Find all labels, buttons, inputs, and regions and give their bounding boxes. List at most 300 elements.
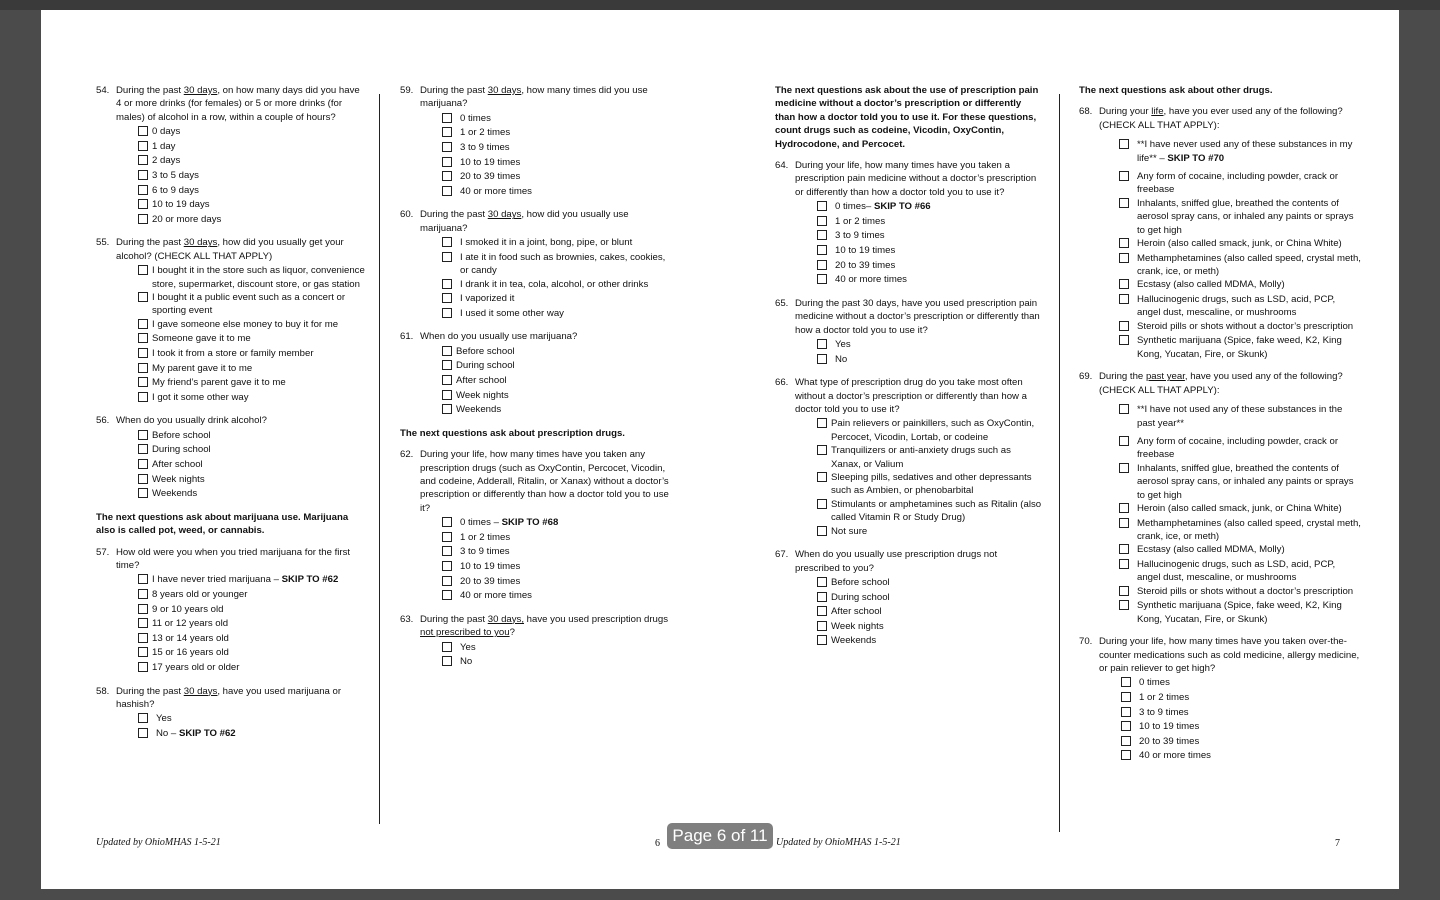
- checkbox[interactable]: [138, 392, 148, 402]
- question-number: 57.: [96, 546, 110, 558]
- answer-option: [817, 273, 1043, 288]
- answer-option: [1119, 435, 1361, 462]
- column-1: [96, 84, 366, 751]
- option-label: 1 or 2 times: [460, 127, 511, 139]
- answer-option: [1119, 543, 1361, 558]
- answer-option: [138, 661, 366, 676]
- checkbox[interactable]: [442, 346, 452, 356]
- answer-option: [817, 229, 1043, 244]
- answer-options: [1119, 435, 1361, 626]
- checkbox[interactable]: [138, 141, 148, 151]
- checkbox[interactable]: [817, 499, 827, 509]
- section-heading-other-drugs: The next questions ask about other drugs.: [1079, 85, 1273, 96]
- question-54: [96, 84, 366, 227]
- question-number: 66.: [775, 377, 789, 389]
- answer-option: [817, 244, 1043, 259]
- answer-option: [1121, 706, 1361, 721]
- checkbox[interactable]: [442, 186, 452, 196]
- answer-option: [138, 332, 366, 347]
- answer-option: [138, 347, 366, 362]
- checkbox[interactable]: [442, 237, 452, 247]
- option-label: 0 times: [460, 112, 491, 124]
- checkbox[interactable]: [138, 618, 148, 628]
- checkbox[interactable]: [1119, 238, 1129, 248]
- question-number: 60.: [400, 209, 414, 221]
- option-label: Heroin (also called smack, junk, or China White): [1137, 502, 1342, 514]
- option-label: Not sure: [831, 525, 868, 537]
- question-text: During your life, how many times have you taken a prescription pain medicine without a doctor’s prescription or differently than how a doctor told you to use it?: [795, 160, 1037, 198]
- checkbox[interactable]: [817, 354, 827, 364]
- question-number: 61.: [400, 331, 414, 343]
- answer-option: [817, 576, 1043, 591]
- question-text: have you used prescription drugs: [524, 613, 669, 625]
- answer-options: [138, 125, 366, 227]
- checkbox[interactable]: [442, 390, 452, 400]
- option-label: I ate it in food such as brownies, cakes, cookies, or candy: [460, 251, 666, 277]
- answer-option: [442, 292, 670, 307]
- checkbox[interactable]: [138, 430, 148, 440]
- checkbox[interactable]: [138, 488, 148, 498]
- answer-option: [1121, 691, 1361, 706]
- option-label: 10 to 19 times: [460, 156, 521, 168]
- checkbox[interactable]: [1121, 721, 1131, 731]
- question-65: [775, 297, 1043, 367]
- question-68: [1079, 105, 1361, 361]
- answer-option: [138, 617, 366, 632]
- checkbox[interactable]: [138, 713, 148, 723]
- option-label: 40 or more times: [460, 590, 532, 602]
- skip-instruction: SKIP TO #66: [873, 201, 931, 213]
- answer-options: [442, 112, 670, 200]
- answer-option: [1119, 502, 1361, 517]
- checkbox[interactable]: [1119, 404, 1129, 414]
- checkbox[interactable]: [138, 126, 148, 136]
- checkbox[interactable]: [1119, 544, 1129, 554]
- checkbox[interactable]: [138, 574, 148, 584]
- question-number: 64.: [775, 160, 789, 172]
- option-label: Weekends: [831, 635, 877, 647]
- option-label: I got it some other way: [152, 391, 249, 403]
- answer-option: [1119, 320, 1361, 335]
- checkbox[interactable]: [1121, 736, 1131, 746]
- checkbox[interactable]: [138, 474, 148, 484]
- checkbox[interactable]: [1119, 171, 1129, 181]
- answer-option: [817, 498, 1043, 525]
- option-label: 15 or 16 years old: [152, 647, 229, 659]
- column-4: [1079, 84, 1361, 773]
- checkbox[interactable]: [138, 292, 148, 302]
- checkbox[interactable]: [1119, 335, 1129, 345]
- answer-option: [1119, 252, 1361, 279]
- option-label: 0 times –: [460, 517, 502, 529]
- checkbox[interactable]: [1119, 321, 1129, 331]
- question-text: During the past: [116, 85, 184, 96]
- option-label: Tranquilizers or anti-anxiety drugs such as Xanax, or Valium: [831, 445, 1011, 470]
- option-label: Synthetic marijuana (Spice, fake weed, K2, King Kong, Yucatan, Fire, or Skunk): [1137, 600, 1342, 625]
- answer-options: [138, 264, 366, 405]
- answer-option: [442, 112, 670, 127]
- checkbox[interactable]: [442, 590, 452, 600]
- checkbox[interactable]: [138, 348, 148, 358]
- answer-option: [1119, 599, 1361, 626]
- answer-option-no: [138, 727, 366, 742]
- checkbox[interactable]: [817, 526, 827, 536]
- checkbox[interactable]: [1119, 253, 1129, 263]
- option-label: 20 or more days: [152, 213, 222, 225]
- question-69: [1079, 370, 1361, 626]
- option-label: 1 or 2 times: [835, 215, 886, 227]
- checkbox[interactable]: [442, 279, 452, 289]
- question-text: , how did you usually use marijuana?: [420, 209, 629, 234]
- section-heading-pain-medicine: The next questions ask about the use of prescription pain medicine without a doctor’s prescription or differently than how a doctor told you to use it. For these questions, count drugs such as codeine, Vicodin, OxyContin, Hydrocodone, and Percocet.: [775, 85, 1039, 150]
- answer-option: [138, 169, 366, 184]
- checkbox[interactable]: [817, 592, 827, 602]
- answer-option: [442, 403, 670, 418]
- option-label: 40 or more times: [835, 274, 907, 286]
- option-label: 0 days: [152, 126, 181, 138]
- checkbox[interactable]: [442, 532, 452, 542]
- checkbox[interactable]: [817, 606, 827, 616]
- checkbox[interactable]: [817, 230, 827, 240]
- answer-option: [1121, 720, 1361, 735]
- checkbox[interactable]: [442, 404, 452, 414]
- option-label: Week nights: [831, 620, 884, 632]
- question-text-underlined: not prescribed to you: [420, 627, 510, 639]
- option-label: I took it from a store or family member: [152, 348, 314, 359]
- option-label: No: [460, 656, 473, 668]
- answer-option: [817, 591, 1043, 606]
- checkbox[interactable]: [442, 142, 452, 152]
- question-67: [775, 548, 1043, 649]
- checkbox[interactable]: [442, 171, 452, 181]
- option-label: Hallucinogenic drugs, such as LSD, acid, PCP, angel dust, mescaline, or mushrooms: [1137, 558, 1336, 584]
- option-label: Any form of cocaine, including powder, crack or freebase: [1137, 435, 1339, 461]
- answer-option: [817, 525, 1043, 540]
- option-label: 8 years old or younger: [152, 588, 248, 600]
- answer-option: [138, 125, 366, 140]
- answer-option: [442, 359, 670, 374]
- option-label: Steroid pills or shots without a doctor’s prescription: [1137, 320, 1354, 332]
- column-divider-right: [1059, 94, 1060, 832]
- checkbox[interactable]: [138, 647, 148, 657]
- checkbox[interactable]: [442, 157, 452, 167]
- skip-instruction: SKIP TO #62: [281, 574, 339, 586]
- checkbox[interactable]: [442, 561, 452, 571]
- checkbox[interactable]: [138, 662, 148, 672]
- checkbox[interactable]: [138, 155, 148, 165]
- option-label: 20 to 39 times: [460, 575, 521, 587]
- option-label: 3 to 5 days: [152, 170, 199, 181]
- answer-option: [1121, 676, 1361, 691]
- option-label: Hallucinogenic drugs, such as LSD, acid, PCP, angel dust, mescaline, or mushrooms: [1137, 294, 1336, 319]
- option-label: I bought it in the store such as liquor, convenience store, supermarket, discount store, or gas station: [152, 265, 365, 290]
- column-divider-left: [379, 94, 380, 824]
- checkbox[interactable]: [442, 293, 452, 303]
- answer-option: [817, 417, 1043, 444]
- question-text: During your: [1099, 106, 1152, 118]
- answer-option: [442, 655, 670, 670]
- checkbox[interactable]: [138, 363, 148, 373]
- option-label: 17 years old or older: [152, 661, 240, 673]
- checkbox[interactable]: [1119, 139, 1129, 149]
- question-text: , have you ever used any of the following? (CHECK ALL THAT APPLY):: [1099, 106, 1343, 131]
- question-61: [400, 330, 670, 417]
- question-number: 62.: [400, 449, 414, 461]
- option-label: 3 to 9 times: [460, 142, 510, 153]
- answer-option: [817, 620, 1043, 635]
- checkbox[interactable]: [442, 252, 452, 262]
- checkbox[interactable]: [442, 127, 452, 137]
- answer-option: [442, 641, 670, 656]
- question-text: When do you usually drink alcohol?: [116, 415, 267, 427]
- option-label: 40 or more times: [460, 185, 532, 197]
- checkbox[interactable]: [1119, 198, 1129, 208]
- option-label: Stimulants or amphetamines such as Ritalin (also called Vitamin R or Study Drug): [831, 498, 1042, 524]
- question-text: During the past: [420, 613, 488, 625]
- answer-option: [442, 575, 670, 590]
- question-text: When do you usually use marijuana?: [420, 331, 578, 343]
- option-label: Methamphetamines (also called speed, crystal meth, crank, ice, or meth): [1137, 517, 1361, 542]
- checkbox[interactable]: [442, 642, 452, 652]
- checkbox[interactable]: [1119, 436, 1129, 446]
- viewer-top-bar: [0, 0, 1440, 10]
- option-label: Ecstasy (also called MDMA, Molly): [1137, 279, 1285, 291]
- checkbox[interactable]: [138, 265, 148, 275]
- question-text: During the past: [420, 209, 488, 221]
- checkbox[interactable]: [138, 728, 148, 738]
- checkbox[interactable]: [442, 375, 452, 385]
- question-text: During the past: [116, 237, 184, 249]
- option-label: My parent gave it to me: [152, 362, 253, 374]
- option-label: 0 times: [1139, 677, 1170, 689]
- section-heading-prescription: The next questions ask about prescription drugs.: [400, 427, 625, 439]
- checkbox[interactable]: [817, 635, 827, 645]
- question-text: When do you usually use prescription drugs not prescribed to you?: [795, 549, 998, 574]
- option-label: Heroin (also called smack, junk, or China White): [1137, 238, 1342, 250]
- checkbox[interactable]: [442, 113, 452, 123]
- checkbox[interactable]: [138, 589, 148, 599]
- answer-options: [138, 429, 366, 502]
- checkbox[interactable]: [817, 577, 827, 587]
- option-label: 11 or 12 years old: [152, 618, 229, 630]
- checkbox[interactable]: [1119, 294, 1129, 304]
- checkbox[interactable]: [1119, 559, 1129, 569]
- answer-option: [1119, 403, 1361, 430]
- option-label: 10 to 19 times: [460, 560, 521, 572]
- checkbox[interactable]: [442, 308, 452, 318]
- answer-option: [1119, 138, 1361, 165]
- question-number: 67.: [775, 549, 789, 561]
- question-number: 68.: [1079, 106, 1093, 118]
- answer-option: [817, 200, 1043, 215]
- option-label: After school: [831, 606, 882, 618]
- checkbox[interactable]: [817, 621, 827, 631]
- checkbox[interactable]: [442, 576, 452, 586]
- question-58: [96, 685, 366, 742]
- answer-option: [442, 560, 670, 575]
- checkbox[interactable]: [1119, 503, 1129, 513]
- answer-option: [1119, 278, 1361, 293]
- answer-option: [1119, 334, 1361, 361]
- checkbox[interactable]: [442, 656, 452, 666]
- option-label: Someone gave it to me: [152, 333, 251, 345]
- checkbox[interactable]: [138, 633, 148, 643]
- option-label: I gave someone else money to buy it for me: [152, 318, 339, 330]
- answer-option: [817, 634, 1043, 649]
- answer-option: [138, 603, 366, 618]
- answer-option: [138, 487, 366, 502]
- answer-option: [1121, 735, 1361, 750]
- answer-option: [1121, 749, 1361, 764]
- question-number: 56.: [96, 415, 110, 427]
- checkbox[interactable]: [1119, 279, 1129, 289]
- checkbox[interactable]: [817, 445, 827, 455]
- checkbox[interactable]: [138, 459, 148, 469]
- checkbox[interactable]: [442, 546, 452, 556]
- question-text-underlined: 30 days: [487, 85, 522, 96]
- option-label: During school: [152, 444, 211, 456]
- answer-option: [138, 198, 366, 213]
- option-label: Synthetic marijuana (Spice, fake weed, K2, King Kong, Yucatan, Fire, or Skunk): [1137, 335, 1342, 360]
- option-label: 10 to 19 times: [835, 245, 896, 257]
- answer-option: [138, 429, 366, 444]
- checkbox[interactable]: [1121, 677, 1131, 687]
- question-number: 63.: [400, 613, 414, 625]
- answer-option: [1119, 585, 1361, 600]
- question-number: 65.: [775, 297, 789, 309]
- question-text-underlined: 30 days,: [487, 613, 525, 625]
- question-text: , on how many days did you have 4 or more drinks (for females) or 5 or more drinks (for males) of alcohol in a row, within a couple of hours?: [116, 85, 360, 123]
- question-text-underlined: past year: [1145, 371, 1185, 383]
- option-label: 13 or 14 years old: [152, 632, 229, 644]
- question-text: , how did you usually get your alcohol? (CHECK ALL THAT APPLY): [116, 237, 344, 262]
- option-label: Before school: [831, 577, 890, 589]
- checkbox[interactable]: [817, 260, 827, 270]
- question-62: [400, 448, 670, 604]
- option-label: I used it some other way: [460, 307, 564, 319]
- checkbox[interactable]: [138, 214, 148, 224]
- answer-option: [442, 251, 670, 278]
- answer-option: [1119, 237, 1361, 252]
- checkbox[interactable]: [442, 360, 452, 370]
- checkbox[interactable]: [817, 472, 827, 482]
- checkbox[interactable]: [817, 339, 827, 349]
- option-label: **I have never used any of these substances in my life** –: [1137, 139, 1353, 164]
- checkbox[interactable]: [1121, 692, 1131, 702]
- answer-options: [442, 345, 670, 418]
- option-label: My friend’s parent gave it to me: [152, 377, 286, 389]
- option-label: 10 to 19 days: [152, 199, 210, 211]
- checkbox[interactable]: [817, 216, 827, 226]
- option-label: 20 to 39 times: [835, 259, 896, 271]
- checkbox[interactable]: [138, 604, 148, 614]
- question-60: [400, 208, 670, 321]
- answer-option: [138, 458, 366, 473]
- checkbox[interactable]: [1119, 518, 1129, 528]
- question-number: 70.: [1079, 636, 1093, 648]
- checkbox[interactable]: [817, 418, 827, 428]
- option-label: Yes: [156, 713, 172, 725]
- checkbox[interactable]: [1119, 463, 1129, 473]
- option-label: Inhalants, sniffed glue, breathed the contents of aerosol spray cans, or inhaled any paints or sprays to get high: [1137, 462, 1354, 501]
- answer-option: [442, 156, 670, 171]
- checkbox[interactable]: [817, 274, 827, 284]
- option-label: Ecstasy (also called MDMA, Molly): [1137, 544, 1285, 556]
- answer-option: [817, 444, 1043, 471]
- option-label: I have never tried marijuana –: [152, 574, 282, 586]
- answer-option: [817, 338, 1043, 353]
- answer-option: [138, 184, 366, 199]
- answer-option: [442, 531, 670, 546]
- checkbox[interactable]: [138, 170, 148, 180]
- question-55: [96, 236, 366, 405]
- skip-instruction: SKIP TO #62: [178, 727, 236, 739]
- answer-option: [442, 516, 670, 531]
- question-text: During the past: [116, 685, 184, 697]
- question-63: [400, 613, 670, 670]
- checkbox[interactable]: [1121, 707, 1131, 717]
- answer-option: [138, 473, 366, 488]
- checkbox[interactable]: [138, 199, 148, 209]
- option-label: 9 or 10 years old: [152, 603, 224, 615]
- question-text: During the past: [420, 85, 488, 96]
- answer-option: [817, 259, 1043, 274]
- answer-options: [817, 215, 1043, 288]
- option-label: Week nights: [456, 389, 509, 401]
- answer-option: [1119, 170, 1361, 197]
- answer-option: [1119, 558, 1361, 585]
- answer-options: [442, 641, 670, 670]
- question-56: [96, 414, 366, 501]
- option-label: During school: [831, 591, 890, 603]
- option-label: 2 days: [152, 155, 181, 167]
- option-label: 0 times–: [835, 201, 874, 213]
- answer-option: [138, 362, 366, 377]
- question-number: 69.: [1079, 371, 1093, 383]
- question-text-underlined: life: [1151, 106, 1164, 118]
- question-59: [400, 84, 670, 199]
- answer-option: [442, 185, 670, 200]
- checkbox[interactable]: [138, 377, 148, 387]
- answer-option: [442, 170, 670, 185]
- question-text: How old were you when you tried marijuana for the first time?: [116, 546, 351, 571]
- checkbox[interactable]: [138, 319, 148, 329]
- option-label: **I have not used any of these substances in the past year**: [1137, 404, 1343, 429]
- checkbox[interactable]: [138, 333, 148, 343]
- question-text: During your life, how many times have you taken any prescription drugs (such as OxyContin, Percocet, Vicodin, and codeine, Adderall, Ritalin, or Xanax) without a doctor’s prescription or differently than how a doctor told you to use it?: [420, 449, 669, 514]
- option-label: 3 to 9 times: [1139, 706, 1189, 718]
- checkbox[interactable]: [1119, 600, 1129, 610]
- answer-option: [138, 376, 366, 391]
- checkbox[interactable]: [442, 517, 452, 527]
- answer-options: [442, 531, 670, 604]
- checkbox[interactable]: [138, 185, 148, 195]
- answer-option: [442, 278, 670, 293]
- checkbox[interactable]: [817, 201, 827, 211]
- checkbox[interactable]: [1119, 586, 1129, 596]
- checkbox[interactable]: [817, 245, 827, 255]
- option-label: I vaporized it: [460, 293, 515, 305]
- question-text: , how many times did you use marijuana?: [420, 85, 648, 110]
- answer-option: [138, 646, 366, 661]
- checkbox[interactable]: [138, 444, 148, 454]
- answer-option: [442, 589, 670, 604]
- answer-option: [138, 318, 366, 333]
- answer-option-yes: [138, 712, 366, 727]
- question-text-underlined: 30 days: [487, 209, 522, 221]
- option-label: Sleeping pills, sedatives and other depressants such as Ambien, or phenobarbital: [831, 472, 1032, 497]
- checkbox[interactable]: [1121, 750, 1131, 760]
